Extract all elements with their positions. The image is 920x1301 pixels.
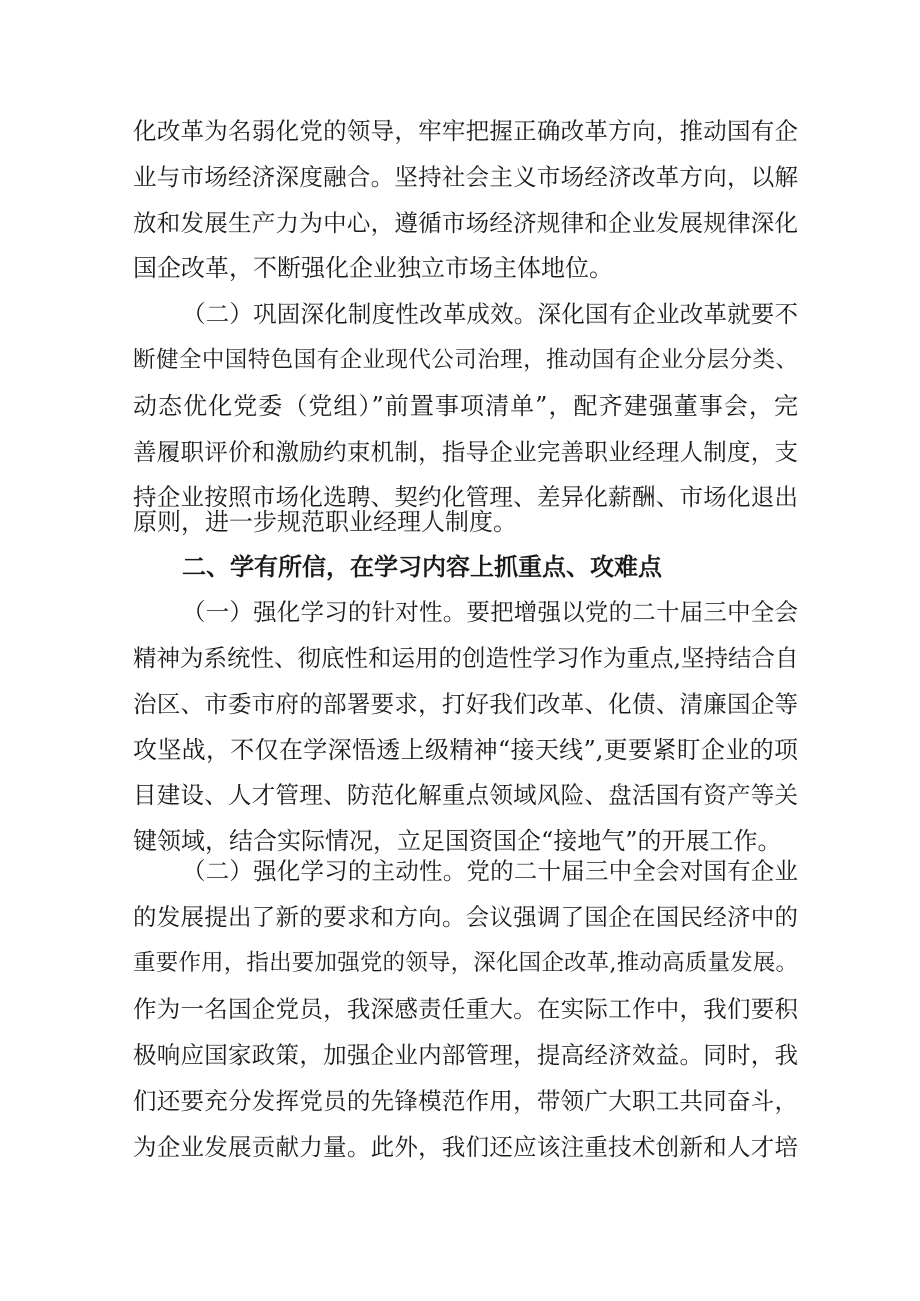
- body-text-line: 作为一名国企党员，我深感责任重大。在实际工作中，我们要积: [133, 995, 798, 1023]
- body-text-line: 重要作用，指出要加强党的领导，深化国企改革,推动高质量发展。: [133, 950, 798, 976]
- body-text-line: 目建设、人才管理、防范化解重点领域风险、盘活国有资产等关: [133, 781, 798, 809]
- body-text-line: 攻坚战，不仅在学深悟透上级精神“接天线”,更要紧盯企业的项: [133, 736, 798, 764]
- body-text-line: 断健全中国特色国有企业现代公司治理，推动国有企业分层分类、: [133, 347, 798, 373]
- body-text-line: 治区、市委市府的部署要求，打好我们改革、化债、清廉国企等: [133, 690, 798, 718]
- body-text-line: 键领域，结合实际情况，立足国资国企“接地气”的开展工作。: [133, 827, 782, 855]
- body-text-line: 们还要充分发挥党员的先锋模范作用，带领广大职工共同奋斗，: [133, 1087, 798, 1115]
- paragraph-first-line: （二）巩固深化制度性改革成效。深化国有企业改革就要不: [182, 300, 798, 328]
- body-text-line: 放和发展生产力为中心，遵循市场经济规律和企业发展规律深化: [133, 209, 798, 237]
- body-text-line: 动态优化党委（党组）”前置事项清单”，配齐建强董事会，完: [133, 392, 798, 420]
- body-text-line: 的发展提出了新的要求和方向。会议强调了国企在国民经济中的: [133, 903, 798, 931]
- section-heading: 二、学有所信，在学习内容上抓重点、攻难点: [182, 553, 662, 581]
- body-text-line: 国企改革，不断强化企业独立市场主体地位。: [133, 254, 613, 282]
- body-text-line: 业与市场经济深度融合。坚持社会主义市场经济改革方向，以解: [133, 163, 798, 191]
- body-text-line: 极响应国家政策，加强企业内部管理，提高经济效益。同时，我: [133, 1041, 798, 1069]
- body-text-line: 善履职评价和激励约束机制，指导企业完善职业经理人制度，支: [133, 438, 798, 466]
- body-text-line: 为企业发展贡献力量。此外，我们还应该注重技术创新和人才培: [133, 1133, 798, 1161]
- body-text-line: 持企业按照市场化选聘、契约化管理、差异化薪酬、市场化退出: [133, 483, 798, 511]
- body-text-line: 精神为系统性、彻底性和运用的创造性学习作为重点,坚持结合自: [133, 644, 799, 672]
- body-text-line: 化改革为名弱化党的领导，牢牢把握正确改革方向，推动国有企: [133, 117, 798, 145]
- body-text-line: 原则，进一步规范职业经理人制度。: [133, 508, 517, 536]
- paragraph-first-line: （一）强化学习的针对性。要把增强以党的二十届三中全会: [182, 598, 798, 626]
- paragraph-first-line: （二）强化学习的主动性。党的二十届三中全会对国有企业: [182, 857, 798, 885]
